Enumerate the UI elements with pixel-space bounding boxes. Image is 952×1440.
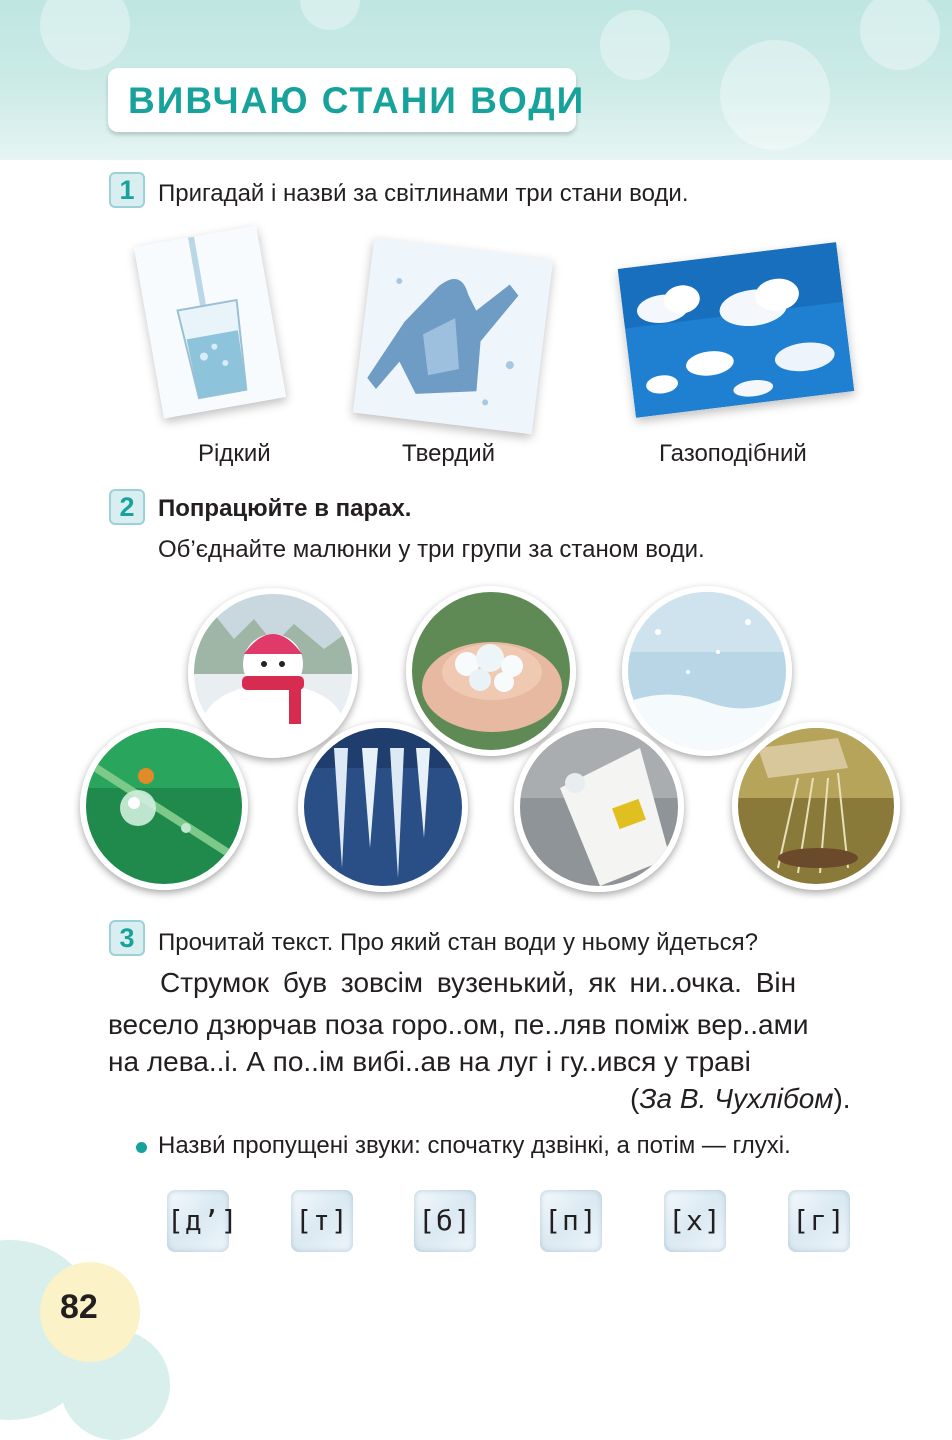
task-number-1: 1 [109,172,145,208]
image-watering-can [732,722,900,890]
ice-cube-sound-6: [г] [788,1190,850,1252]
ice-cube-sound-2: [т] [291,1190,353,1252]
source-author: За В. Чухлібом [639,1083,834,1114]
bullet-dot [136,1142,147,1153]
label-solid: Твердий [402,440,496,467]
task1-prompt: Пригадай і назви́ за світлинами три стани води. [158,180,689,207]
photo-clouds-sky [618,242,855,418]
task-number-2: 2 [109,489,145,525]
label-liquid: Рідкий [198,440,271,467]
image-hail-in-hands [406,586,576,756]
ice-cube-sound-5: [х] [664,1190,726,1252]
image-dewdrop-snail [80,722,248,890]
text-source [630,1083,851,1115]
task2-prompt: Об’єднайте малюнки у три групи за станом води. [158,536,705,563]
ice-cube-sound-3: [б] [414,1190,476,1252]
ice-cube-sound-4: [п] [540,1190,602,1252]
photo-ice-sculpture [353,238,553,435]
task-number-3: 3 [109,920,145,956]
text-line-2: весело дзюрчав поза горо..ом, пе..ляв поміж вер..ами [108,1009,809,1040]
ice-cube-sound-1: [д’] [167,1190,229,1252]
label-gaseous: Газоподібний [659,440,807,467]
decor-bubble [600,10,670,80]
page-title: ВИВЧАЮ СТАНИ ВОДИ [128,80,586,121]
task3-prompt: Прочитай текст. Про який стан води у ньому йдеться? [158,929,758,956]
source-open-paren: ( [630,1083,640,1114]
decor-bubble [720,40,830,150]
image-snow-landscape [622,586,792,756]
source-close-paren: ). [833,1083,851,1114]
image-icicles [298,722,468,892]
page-number: 82 [60,1288,98,1326]
task2-heading: Попрацюйте в парах. [158,495,412,522]
text-line-3: на лева..і. А по..ім вибі..ав на луг і гу..ився у траві [108,1046,751,1077]
photo-glass-water [134,226,286,419]
text-line-1: Струмок був зовсім вузенький, як ни..очка. Він [160,967,797,998]
task3-bullet: Назви́ пропущені звуки: спочатку дзвінкі, а потім — глухі. [158,1132,791,1159]
image-snowman [188,588,358,758]
image-freezer-bag [514,722,684,892]
